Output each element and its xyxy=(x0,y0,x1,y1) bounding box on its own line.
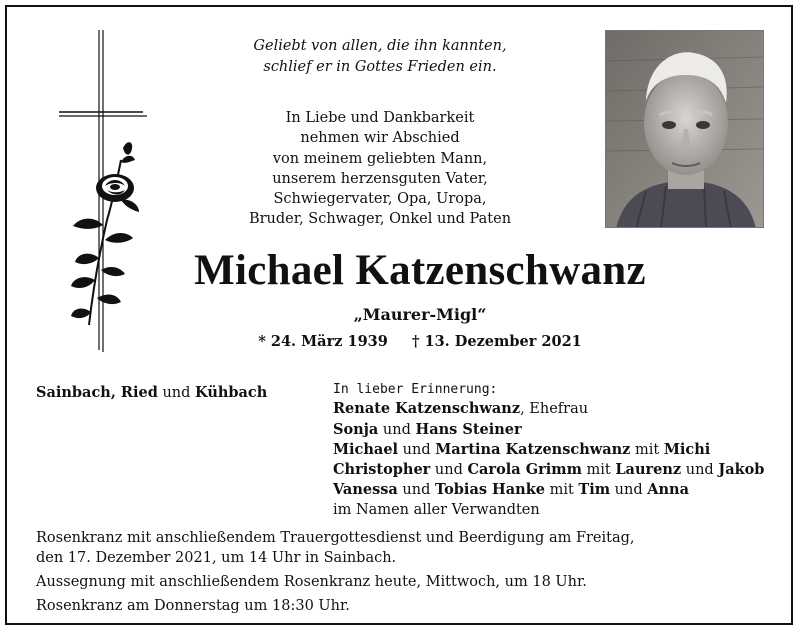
mourner-line xyxy=(333,440,764,460)
conjunction: und xyxy=(610,482,648,499)
conjunction: und xyxy=(397,482,435,499)
conjunction: mit xyxy=(581,462,616,479)
intro-line: Schwiegervater, Opa, Uropa, xyxy=(273,191,487,208)
service-line: Rosenkranz mit anschließendem Trauergottesdienst und Beerdigung am Freitag, xyxy=(36,530,635,546)
mourner-relation: , Ehefrau xyxy=(520,401,589,418)
intro-line: nehmen wir Abschied xyxy=(300,130,460,147)
deceased-name: Michael Katzenschwanz xyxy=(194,247,646,294)
life-dates xyxy=(240,333,600,350)
conjunction: und xyxy=(430,462,468,479)
mourner-name: Martina Katzenschwanz xyxy=(435,440,631,458)
mourner-line xyxy=(333,460,764,480)
intro-line: Bruder, Schwager, Onkel und Paten xyxy=(248,211,512,228)
mourner-name: Anna xyxy=(647,481,689,499)
mourner-name: Jakob xyxy=(718,461,765,479)
service-line: den 17. Dezember 2021, um 14 Uhr in Sainbach. xyxy=(36,550,397,566)
mourner-name: Renate Katzenschwanz xyxy=(333,400,521,418)
intro-text xyxy=(230,108,530,230)
mourner-name: Michi xyxy=(663,440,711,458)
service-line: Rosenkranz am Donnerstag um 18:30 Uhr. xyxy=(36,598,350,614)
mourner-name: Laurenz xyxy=(615,461,682,479)
mourner-name: Tim xyxy=(578,481,611,499)
intro-line: In Liebe und Dankbarkeit xyxy=(285,110,475,126)
mourner-name: Tobias Hanke xyxy=(435,481,545,499)
deceased-nickname: „Maurer-Migl“ xyxy=(353,305,487,324)
motto-verse xyxy=(230,36,530,78)
intro-line: von meinem geliebten Mann, xyxy=(272,150,488,167)
place-conjunction: und xyxy=(157,385,196,401)
conjunction: und xyxy=(398,441,436,458)
mourner-name: Christopher xyxy=(333,461,431,479)
motto-line: schlief er in Gottes Frieden ein. xyxy=(263,59,497,75)
mourner-line xyxy=(333,420,764,440)
conjunction: mit xyxy=(544,482,579,499)
mourner-name: Hans Steiner xyxy=(415,420,522,438)
service-line: Aussegnung mit anschließendem Rosenkranz heute, Mittwoch, um 18 Uhr. xyxy=(36,574,587,590)
place-name: Sainbach, Ried xyxy=(36,384,158,401)
mourner-line xyxy=(333,399,764,419)
mourner-name: Sonja xyxy=(333,420,379,438)
motto-line: Geliebt von allen, die ihn kannten, xyxy=(253,38,507,54)
place-name: Kühbach xyxy=(195,384,268,401)
portrait-photo xyxy=(605,30,764,228)
mourners-lead: In lieber Erinnerung: xyxy=(333,382,498,397)
conjunction: mit xyxy=(630,441,664,458)
mourner-line xyxy=(333,480,764,500)
death-date: † 13. Dezember 2021 xyxy=(411,333,582,350)
service-info xyxy=(36,528,635,616)
mourner-name: Michael xyxy=(333,440,399,458)
mourner-name: Carola Grimm xyxy=(467,461,582,479)
conjunction: und xyxy=(378,421,416,438)
mourners-closing: im Namen aller Verwandten xyxy=(333,501,540,518)
mourner-name: Vanessa xyxy=(333,481,398,499)
intro-line: unserem herzensguten Vater, xyxy=(272,170,488,187)
mourners-list xyxy=(333,380,764,520)
cross-with-rose-icon xyxy=(55,30,155,355)
home-places xyxy=(36,384,267,401)
birth-date: * 24. März 1939 xyxy=(258,333,388,350)
conjunction: und xyxy=(681,462,719,479)
